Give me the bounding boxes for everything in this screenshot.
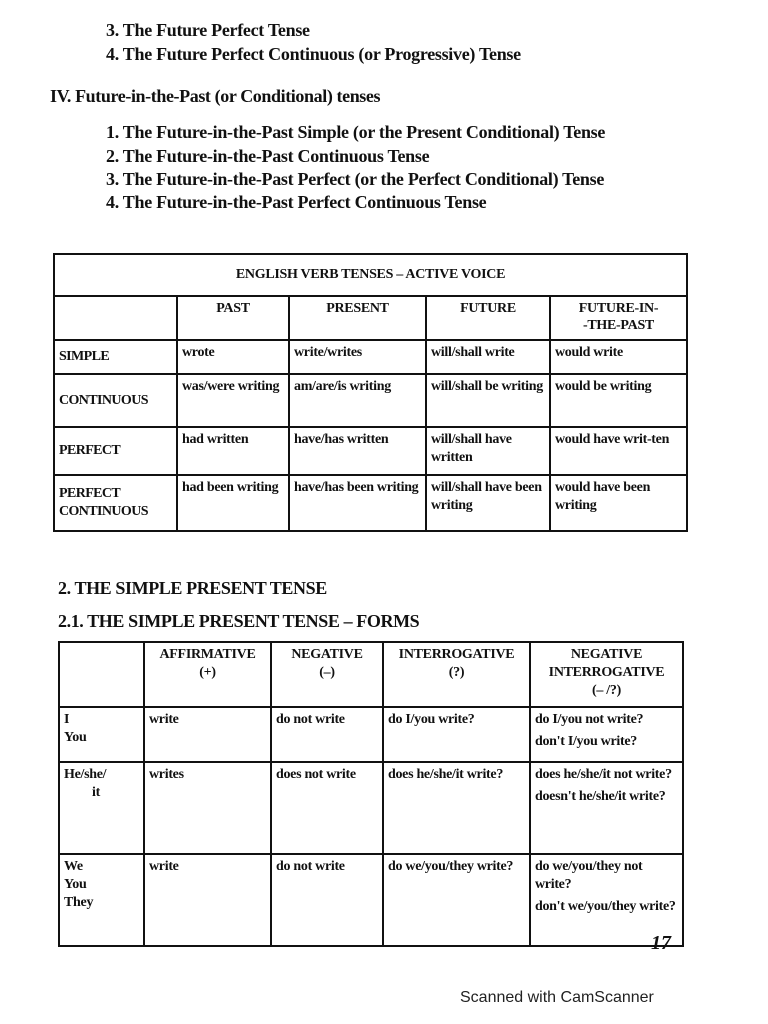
table-cell: write [144,854,271,946]
table-cell: am/are/is writing [289,374,426,427]
col-header-future-in-the-past: FUTURE-IN- -THE-PAST [550,296,687,340]
col-header-future: FUTURE [426,296,550,340]
table-cell: write/writes [289,340,426,374]
col-header-symbol: (?) [448,665,465,680]
verb-tenses-table [53,253,688,532]
row-header-simple: SIMPLE [54,340,177,374]
subject-line: He/she/ [64,767,107,782]
simple-present-forms-table [58,641,684,947]
col-header-interrogative [383,642,530,707]
table-cell: do not write [271,707,383,762]
table-cell: have/has written [289,427,426,475]
col-header-negative [271,642,383,707]
scanner-watermark: Scanned with CamScanner [460,989,654,1006]
section-2-1-heading: 2.1. THE SIMPLE PRESENT TENSE – FORMS [58,611,420,631]
table-cell: was/were writing [177,374,289,427]
tenses-table-title: ENGLISH VERB TENSES – ACTIVE VOICE [54,254,687,296]
col-header-past: PAST [177,296,289,340]
list-item-future-perfect-continuous: 4. The Future Perfect Continuous (or Progressive) Tense [106,44,521,64]
list-item-fitp-perfect-continuous: 4. The Future-in-the-Past Perfect Continuous Tense [106,192,487,212]
table-cell: do I/you write? [383,707,530,762]
table-cell: does not write [271,762,383,854]
table-cell: write [144,707,271,762]
table-cell: will/shall have written [426,427,550,475]
section-iv-heading: IV. Future-in-the-Past (or Conditional) tenses [50,86,381,106]
row-header-perfect: PERFECT [54,427,177,475]
table-cell: wrote [177,340,289,374]
col-header-present: PRESENT [289,296,426,340]
cell-line: don't I/you write? [535,734,637,749]
table-cell: writes [144,762,271,854]
forms-table-corner [59,642,144,707]
table-cell: had been writing [177,475,289,531]
col-header-label: AFFIRMATIVE [159,647,256,662]
cell-line: doesn't he/she/it write? [535,789,666,804]
cell-line: do I/you not write? [535,712,644,727]
col-header-label: NEGATIVE INTERROGATIVE [548,647,665,680]
section-2-heading: 2. THE SIMPLE PRESENT TENSE [58,578,327,598]
table-cell: will/shall have been writing [426,475,550,531]
subject-line: I [64,712,70,727]
table-cell: do we/you/they write? [383,854,530,946]
table-cell: do not write [271,854,383,946]
cell-line: don't we/you/they write? [535,899,676,914]
table-cell: have/has been writing [289,475,426,531]
subject-cell [59,854,144,946]
subject-line: You [64,877,87,892]
row-header-continuous: CONTINUOUS [54,374,177,427]
list-item-fitp-continuous: 2. The Future-in-the-Past Continuous Tense [106,146,430,166]
col-header-affirmative [144,642,271,707]
list-item-fitp-perfect: 3. The Future-in-the-Past Perfect (or the Perfect Conditional) Tense [106,169,605,189]
row-header-perfect-continuous: PERFECT CONTINUOUS [54,475,177,531]
table-cell: had written [177,427,289,475]
table-cell [530,762,683,854]
table-cell [530,707,683,762]
table-cell: will/shall be writing [426,374,550,427]
subject-line: They [64,895,94,910]
table-cell: will/shall write [426,340,550,374]
table-cell: would write [550,340,687,374]
page-number: 17 [651,932,671,954]
subject-line: You [64,730,87,745]
table-cell: would have been writing [550,475,687,531]
table-cell: would be writing [550,374,687,427]
cell-line: do we/you/they not write? [535,859,643,892]
subject-line: We [64,859,83,874]
table-cell: would have writ-ten [550,427,687,475]
col-header-symbol: (–) [319,665,335,680]
list-item-fitp-simple: 1. The Future-in-the-Past Simple (or the Present Conditional) Tense [106,122,606,142]
col-header-symbol: (– /?) [592,683,621,698]
list-item-future-perfect: 3. The Future Perfect Tense [106,20,310,40]
col-header-symbol: (+) [199,665,216,680]
subject-cell [59,762,144,854]
tenses-table-corner [54,296,177,340]
col-header-label: INTERROGATIVE [398,647,515,662]
table-cell: does he/she/it write? [383,762,530,854]
cell-line: does he/she/it not write? [535,767,672,782]
col-header-negative-interrogative [530,642,683,707]
col-header-label: NEGATIVE [291,647,363,662]
subject-line: it [92,785,100,800]
subject-cell [59,707,144,762]
